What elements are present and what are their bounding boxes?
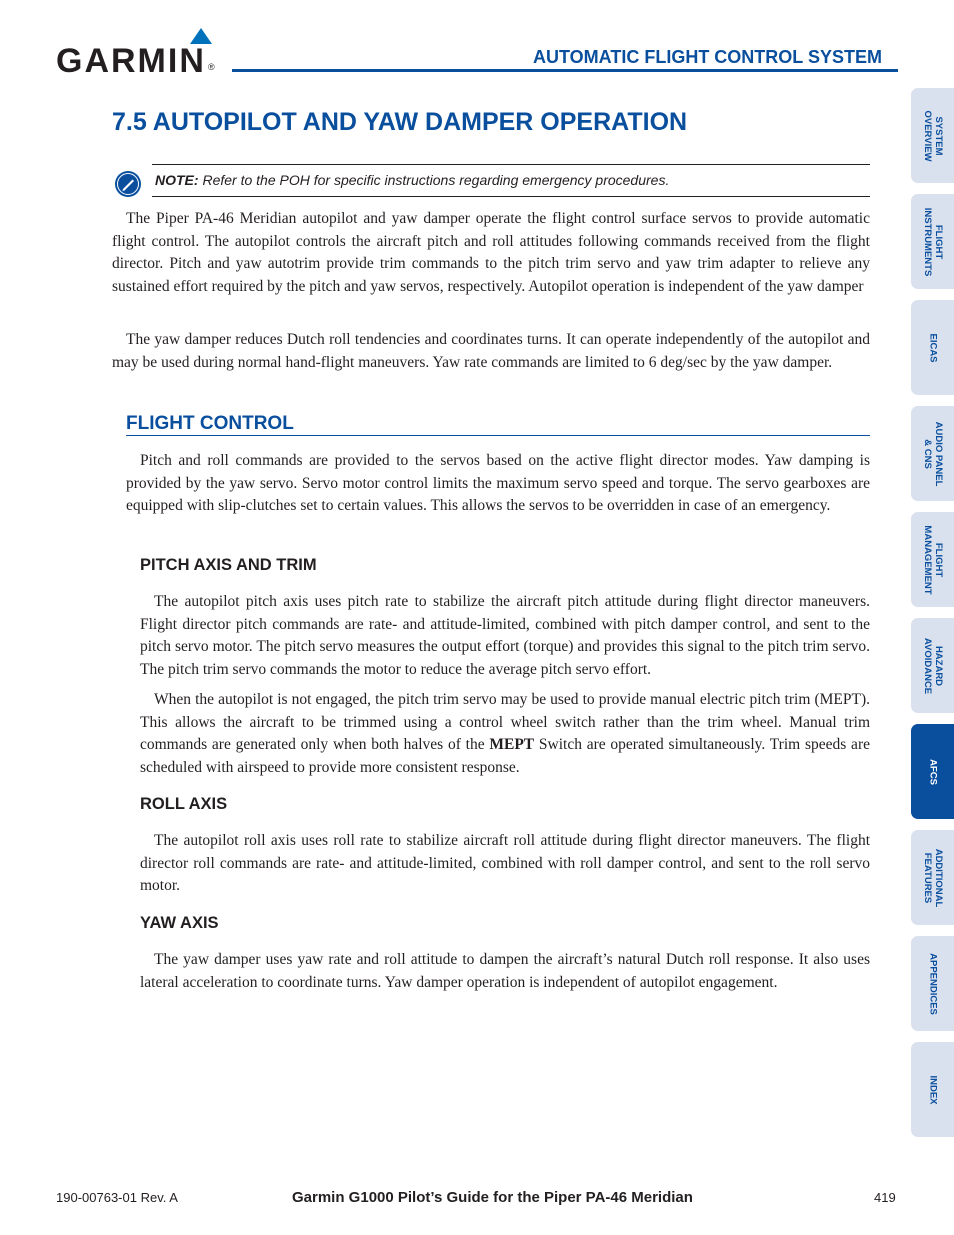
yaw-axis-paragraph: The yaw damper uses yaw rate and roll attitude to dampen the aircraft’s natural Dutch roll response. It also uses lateral acceleration to coordinate turns. Yaw damper operation is independent of autopilot engagement. [140,951,870,991]
tab-label: APPENDICES [927,952,938,1015]
roll-axis-paragraph: The autopilot roll axis uses roll rate to stabilize aircraft roll attitude during flight director maneuvers. The flight director roll commands are rate- and attitude-limited, combined with roll damper control, and sent to the roll servo motor. [140,832,870,894]
note-body: Refer to the POH for specific instructions regarding emergency procedures. [198,172,670,188]
tab-label: AFCS [927,758,938,785]
footer-doc-number: 190-00763-01 Rev. A [56,1190,178,1205]
tab-label: SYSTEM OVERVIEW [921,109,944,162]
pitch-trim-text-before: When the autopilot is not engaged, the pitch trim servo may be used to provide manual electric pitch trim (MEPT). This allows the aircraft to be trimmed using a control wheel switch rather than the trim wheel. Manual trim commands are generated only when both halves of the [140,691,870,753]
logo-registered-mark: ® [208,62,215,72]
tab-additional-features[interactable] [911,830,954,925]
intro-paragraph: The Piper PA-46 Meridian autopilot and yaw damper operate the flight control surface servos to provide automatic flight control. The autopilot controls the aircraft pitch and roll attitudes following commands received from the flight director. Pitch and yaw autotrim provide trim commands to the pitch trim servo and yaw trim adapter to relieve any sustained effort required by the pitch and yaw servos, respectively. Autopilot operation is independent of the yaw damper [112,210,870,295]
tab-appendices[interactable] [911,936,954,1031]
chapter-tab-sidebar [911,0,954,1235]
intro-paragraph: The yaw damper reduces Dutch roll tendencies and coordinates turns. It can operate independently of the autopilot and may be used during normal hand-flight maneuvers. Yaw rate commands are limited to 6 deg/sec by the yaw damper. [112,331,870,371]
tab-system-overview[interactable] [911,88,954,183]
pitch-trim-paragraph [140,689,870,779]
tab-label: ADDITIONAL FEATURES [921,848,944,907]
footer-title: Garmin G1000 Pilot’s Guide for the Piper PA-46 Meridian [292,1189,693,1206]
flight-control-paragraph: Pitch and roll commands are provided to the servos based on the active flight director modes. Yaw damping is provided by the yaw servo. Servo motor control limits the maximum servo speed and torque. The servo gearboxes are equipped with slip-clutches set to certain values. This allows the servos to be overridden in case of an emergency. [126,452,870,514]
pitch-trim-text-after: Switch are operated simultaneously. Trim speeds are scheduled with airspeed to provide more consistent response. [140,736,870,776]
mept-switch-label: MEPT [489,736,535,753]
page-title: 7.5 AUTOPILOT AND YAW DAMPER OPERATION [112,108,688,136]
note-rule-top [152,164,870,165]
flight-control-heading: FLIGHT CONTROL [126,413,294,434]
tab-flight-management[interactable] [911,512,954,607]
tab-label: INDEX [927,1074,938,1105]
tab-label: HAZARD AVOIDANCE [921,637,944,694]
section-header: AUTOMATIC FLIGHT CONTROL SYSTEM [533,47,882,67]
logo-triangle-icon [190,28,212,44]
tab-index[interactable] [911,1042,954,1137]
tab-flight-instruments[interactable] [911,194,954,289]
tab-eicas[interactable] [911,300,954,395]
note-text [155,172,669,188]
tab-audio-panel-cns[interactable] [911,406,954,501]
yaw-axis-heading: YAW AXIS [140,914,219,932]
note-pencil-icon [114,170,142,198]
garmin-logo [56,28,220,78]
pitch-axis-paragraph: The autopilot pitch axis uses pitch rate to stabilize the aircraft pitch attitude during flight director maneuvers. Flight director pitch commands are rate- and attitude-limited, combined with pitch damper control, and sent to the pitch servo motor. The pitch servo measures the output effort (torque) and provides this signal to the pitch trim servo. The pitch trim servo commands the motor to reduce the average pitch servo effort. [140,593,870,678]
tab-afcs[interactable] [911,724,954,819]
footer-page-number: 419 [874,1190,896,1205]
tab-label: FLIGHT INSTRUMENTS [921,207,944,276]
logo-wordmark: GARMIN [56,42,206,80]
tab-label: FLIGHT MANAGEMENT [921,524,944,595]
tab-label: AUDIO PANEL & CNS [921,421,944,486]
pitch-axis-heading: PITCH AXIS AND TRIM [140,556,317,574]
tab-hazard-avoidance[interactable] [911,618,954,713]
roll-axis-heading: ROLL AXIS [140,795,228,813]
note-label: NOTE: [155,172,199,188]
tab-label: EICAS [927,332,938,363]
note-rule-bottom [152,196,870,197]
header-rule [232,69,898,72]
flight-control-rule [126,435,870,436]
